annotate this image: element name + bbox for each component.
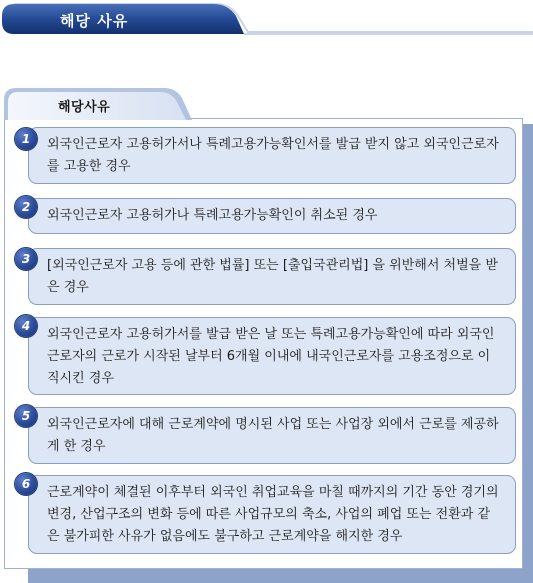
section-title: 해당 사유	[60, 12, 129, 30]
number-badge-4: 4	[15, 315, 37, 337]
reason-item-3	[28, 248, 516, 305]
section-header-tab	[0, 2, 533, 36]
reason-text: 외국인근로자 고용허가서나 특례고용가능확인서를 발급 받지 않고 외국인근로자를 고용한 경우	[47, 137, 499, 174]
number-badge-1: 1	[15, 128, 37, 150]
reason-text: 근로계약이 체결된 이후부터 외국인 취업교육을 마칠 때까지의 기간 동안 경기의 변경, 산업구조의 변화 등에 따른 사업규모의 축소, 사업의 폐업 또는 전환과 같은 불가피한 사유가 없음에도 불구하고 근로계약을 해지한 경우	[47, 485, 499, 544]
number-badge-5: 5	[15, 405, 37, 427]
reason-text: 외국인근로자 고용허가서를 발급 받은 날 또는 특례고용가능확인에 따라 외국인근로자의 근로가 시작된 날부터 6개월 이내에 내국인근로자를 고용조정으로 이직시킨 경우	[47, 327, 495, 386]
reason-item-4	[28, 317, 516, 395]
reason-item-6	[28, 475, 516, 554]
reason-item-1	[28, 127, 516, 184]
reason-item-5	[28, 407, 516, 464]
reason-item-2	[28, 198, 516, 234]
reason-text: 외국인근로자 고용허가나 특례고용가능확인이 취소된 경우	[47, 208, 378, 223]
number-badge-2: 2	[15, 196, 37, 218]
number-badge-3: 3	[15, 248, 37, 270]
number-badge-6: 6	[15, 473, 37, 495]
panel-title: 해당사유	[58, 100, 111, 115]
reason-text: [외국인근로자 고용 등에 관한 법률] 또는 [출입국관리법] 을 위반해서 처벌을 받은 경우	[47, 258, 498, 295]
reason-text: 외국인근로자에 대해 근로계약에 명시된 사업 또는 사업장 외에서 근로를 제공하게 한 경우	[47, 417, 499, 454]
